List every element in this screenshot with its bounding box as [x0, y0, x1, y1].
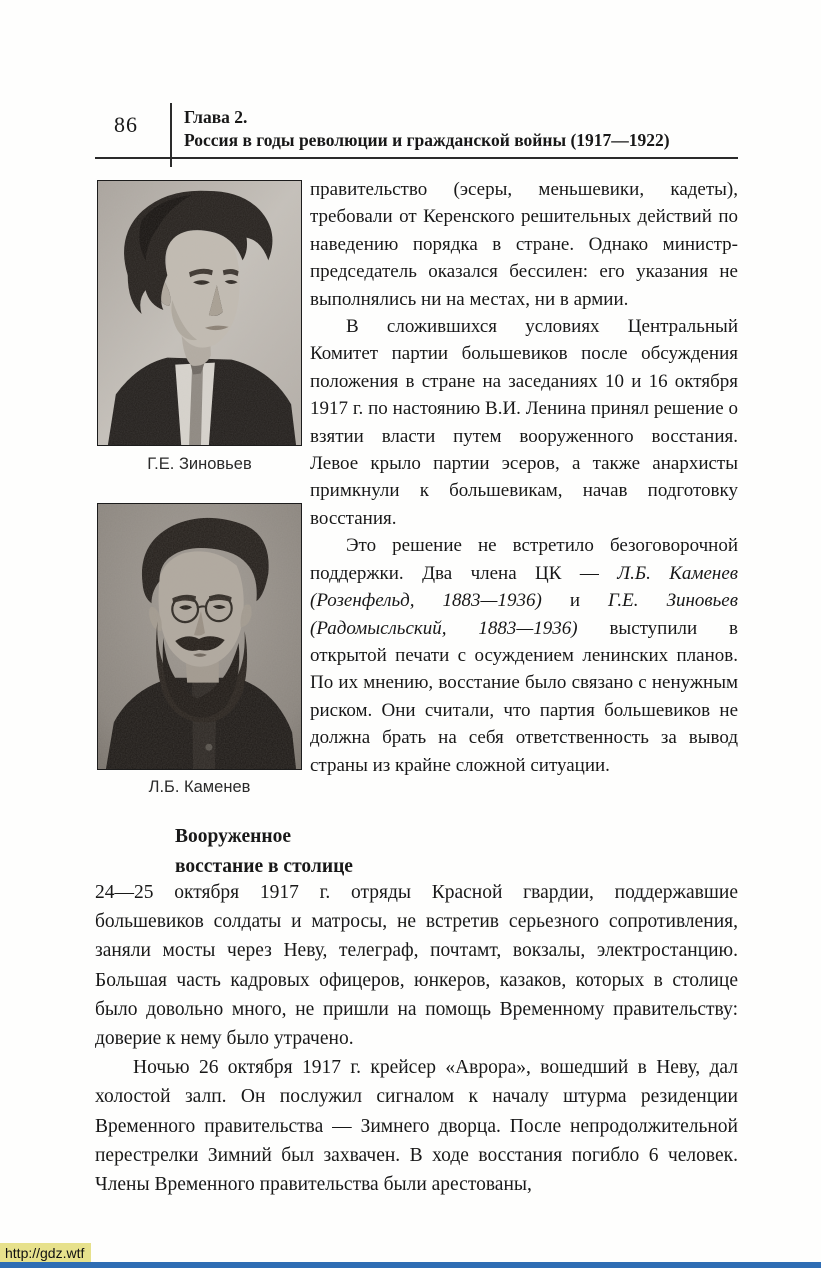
paragraph-government: правительство (эсеры, меньшевики, кадеты), требовали от Керенского решительных действий по наведению порядка в стране. Однако министр-председатель оказался бессилен: его указания не выполнялись ни на местах, ни в армии.: [310, 179, 738, 310]
photo-caption-kamenev: Л.Б. Каменев: [148, 778, 251, 796]
kamenev-name-italic: Л.Б. Каменев (Розенфельд, 1883—1936): [310, 562, 739, 612]
paragraph-part: выступили в открытой печати с осуждением ленинских планов. По их мнению, восстание было связано с ненужным риском. Они считали, что партия большевиков не должна брать на себя ответственность за вывод страны из крайне сложной ситуации.: [310, 617, 738, 776]
photo-caption-zinoviev: Г.Е. Зиновьев: [147, 455, 252, 473]
section-heading-line2: восстание в столице: [175, 856, 353, 877]
header-rule: [95, 157, 738, 159]
paragraph-part: Это решение не встретило безоговорочной поддержки. Два члена ЦК —: [310, 535, 738, 584]
chapter-header: [184, 106, 739, 152]
page-number: 86: [114, 112, 138, 137]
paragraph-decision-opposition: [310, 532, 738, 779]
kamenev-photo-illustration: [98, 504, 301, 769]
zinoviev-photo-illustration: [98, 181, 301, 445]
section-heading: [175, 822, 595, 882]
portrait-photo-kamenev: [97, 503, 302, 770]
paragraph-aurora: Ночью 26 октября 1917 г. крейсер «Аврора», вошедший в Неву, дал холостой залп. Он послужил сигналом к началу штурма резиденции Временного правительства — Зимнего дворца. После непродолжительной перестрелки Зимний был захвачен. В ходе восстания погибло 6 человек. Члены Временного правительства были арестованы,: [95, 1057, 738, 1196]
watermark-link[interactable]: http://gdz.wtf: [0, 1243, 91, 1264]
right-text-column: [310, 176, 738, 779]
footer-bar: [0, 1262, 821, 1268]
paragraph-red-guard: 24—25 октября 1917 г. отряды Красной гвардии, поддержавшие большевиков солдаты и матросы, не встретив серьезного сопротивления, заняли мосты через Неву, телеграф, почтамт, вокзалы, электростанцию. Большая часть кадровых офицеров, юнкеров, казаков, которых в столице было довольно много, не пришли на помощь Временному правительству: доверие к нему было утрачено.: [95, 882, 738, 1050]
paragraph-central-committee: В сложившихся условиях Центральный Комитет партии большевиков после обсуждения положения в стране на заседаниях 10 и 16 октября 1917 г. по настоянию В.И. Ленина принял решение о взятии власти путем вооруженного восстания. Левое крыло партии эсеров, а также анархисты примкнули к большевикам, начав подготовку восстания.: [310, 316, 738, 529]
bottom-text-block: [95, 878, 738, 1199]
zinoviev-name-italic: Г.Е. Зиновьев (Радомысльский, 1883—1936): [310, 590, 738, 639]
section-heading-line1: Вооруженное: [175, 826, 292, 847]
chapter-label: Глава 2.: [184, 107, 248, 127]
portrait-photo-zinoviev: [97, 180, 302, 446]
paragraph-part: и: [541, 590, 609, 612]
chapter-title: Россия в годы революции и гражданской войны (1917—1922): [184, 130, 670, 150]
